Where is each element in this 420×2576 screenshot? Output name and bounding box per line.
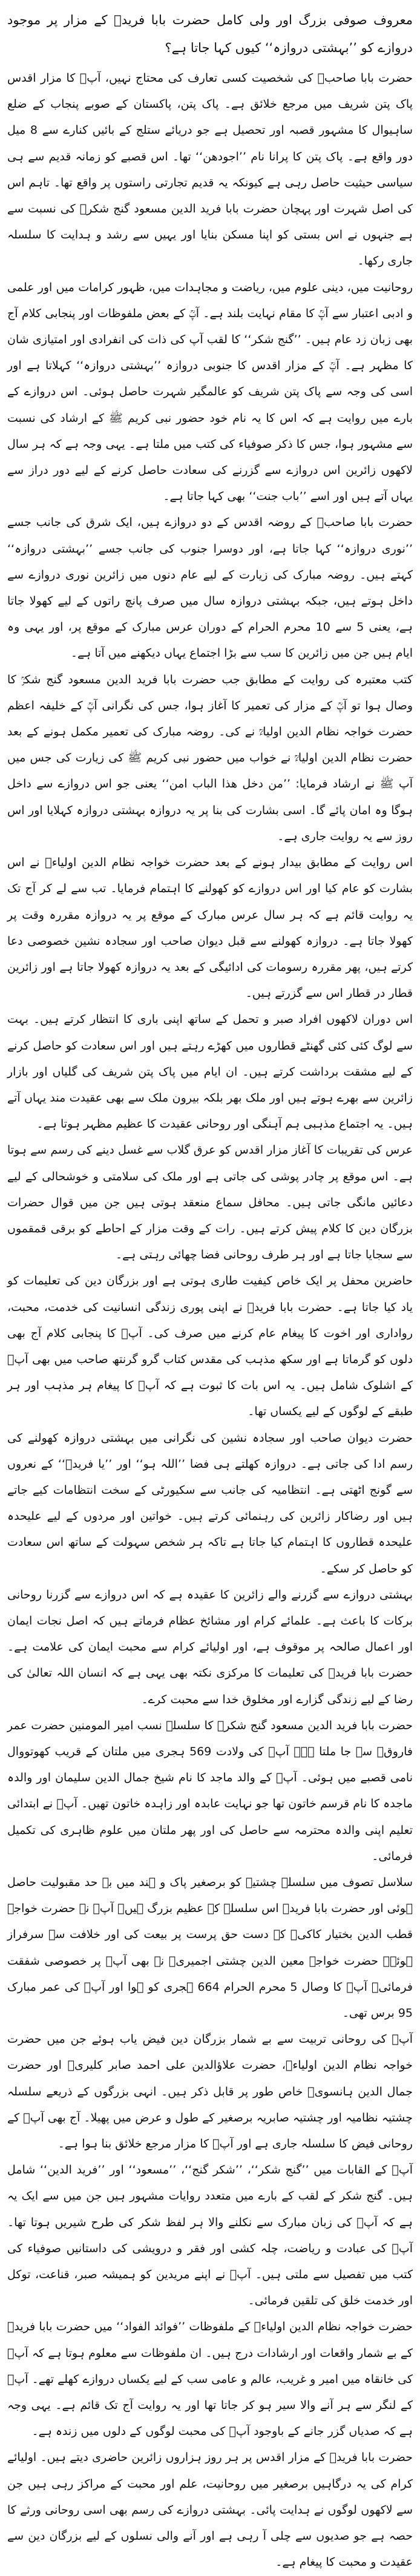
- paragraph: آپؒ کے القابات میں ’’گنج شکر‘‘، ’’شکر گنج‘‘، ’’مسعود‘‘ اور ’’فرید الدین‘‘ شامل ہیں۔ گنج شکر کے لقب کے بارے میں متعدد روایات مشہور ہیں جن میں سے ایک یہ ہے کہ آپؒ کی زبان مبارک سے نکلنے والا ہر لفظ شکر کی طرح شیریں ہوتا تھا۔ آپؒ کی عبادت و ریاضت، چلہ کشی اور فقر و درویشی کی داستانیں صوفیاء کی کتب میں تفصیل سے ملتی ہیں۔ آپؒ نے اپنے مریدین کو ہمیشہ صبر، قناعت، توکل اور خدمت خلق کی تلقین فرمائی۔: [7, 2163, 413, 2308]
- paragraph: اس دوران لاکھوں افراد صبر و تحمل کے ساتھ اپنی باری کا انتظار کرتے ہیں۔ بہت سے لوگ کئی کئی گھنٹے قطاروں میں کھڑے رہتے ہیں اور اس سعادت کو حاصل کرنے کے لیے مشقت برداشت کرتے ہیں۔ ان ایام میں پاک پتن شریف کی گلیاں اور بازار زائرین سے بھرے ہوتے ہیں اور ملک بھر بلکہ بیرون ملک سے بھی عقیدت مند یہاں آتے ہیں۔ یہ اجتماع مذہبی ہم آہنگی اور روحانی عقیدت کا عظیم مظہر ہوتا ہے۔: [7, 1013, 413, 1131]
- paragraph: کتب معتبرہ کی روایت کے مطابق جب حضرت بابا فرید الدین مسعود گنج شکرؒ کا وصال ہوا تو آپؒ کے مزار کی تعمیر کا آغاز ہوا، جس کی نگرانی آپؒ کے خلیفہ اعظم حضرت خواجہ نظام الدین اولیاءؒ نے کی۔ روضہ مبارک کی تعمیر مکمل ہونے کے بعد حضرت نظام الدین اولیاءؒ نے خواب میں حضور نبی کریم ﷺ کی زیارت کی جس میں آپ ﷺ نے ارشاد فرمایا: ’’من دخل هذا الباب امن‘‘ یعنی جو اس دروازے سے داخل ہوگا وہ امان پائے گا۔ اسی بشارت کی بنا پر یہ دروازہ بہشتی دروازہ کہلایا اور اس روز سے یہ روایت جاری ہے۔: [7, 672, 413, 843]
- paragraph: سلاسل تصوف میں سلسلہ چشتیہ کو برصغیر پاک و ہند میں بے حد مقبولیت حاصل ہوئی اور حضرت بابا فریدؒ اس سلسلے کے عظیم بزرگ ہیں۔ آپؒ نے حضرت خواجہ قطب الدین بختیار کاکیؒ کے دست حق پرست پر بیعت کی اور خلافت سے سرفراز ہوئے۔ حضرت خواجہ معین الدین چشتی اجمیریؒ نے بھی آپؒ پر خصوصی شفقت فرمائی۔ آپؒ کا وصال 5 محرم الحرام 664 ہجری کو ہوا اور آپؒ کی عمر مبارک 95 برس تھی۔: [7, 1876, 413, 2020]
- paragraph: حضرت بابا صاحبؒ کی شخصیت کسی تعارف کی محتاج نہیں، آپؒ کا مزار اقدس پاک پتن شریف میں مرجع خلائق ہے۔ پاک پتن، پاکستان کے صوبے پنجاب کے ضلع ساہیوال کا مشہور قصبہ اور تحصیل ہے جو دریائے ستلج کے بائیں کنارے سے 8 میل دور واقع ہے۔ پاک پتن کا پرانا نام ’’اجودھن‘‘ تھا۔ اس قصبے کو زمانہ قدیم سے ہی سیاسی حیثیت حاصل رہی ہے کیونکہ یہ قدیم تجارتی راستوں پر واقع تھا۔ تاہم اس کی اصل شہرت اور پہچان حضرت بابا فرید الدین مسعود گنج شکرؒ کی نسبت سے ہے جنہوں نے اس بستی کو اپنا مسکن بنایا اور یہیں سے رشد و ہدایت کا سلسلہ جاری رکھا۔: [7, 71, 413, 268]
- paragraph: حضرت بابا فریدؒ کے مزار اقدس پر ہر روز ہزاروں زائرین حاضری دیتے ہیں۔ اولیائے کرام کی یہ درگاہیں برصغیر میں روحانیت، علم اور محبت کے مراکز رہی ہیں جن سے لاکھوں لوگوں نے ہدایت پائی۔ بہشتی دروازے کی رسم بھی اسی روحانی ورثے کا حصہ ہے جو صدیوں سے چلی آ رہی ہے اور آنے والی نسلوں کے لیے بزرگان دین سے عقیدت و محبت کا پیغام ہے۔: [7, 2451, 413, 2569]
- paragraph: حاضرین محفل پر ایک خاص کیفیت طاری ہوتی ہے اور بزرگان دین کی تعلیمات کو یاد کیا جاتا ہے۔ حضرت بابا فریدؒ نے اپنی پوری زندگی انسانیت کی خدمت، محبت، رواداری اور اخوت کا پیغام عام کرنے میں صرف کی۔ آپؒ کا پنجابی کلام آج بھی دلوں کو گرماتا ہے اور سکھ مذہب کی مقدس کتاب گرو گرنتھ صاحب میں بھی آپؒ کے اشلوک شامل ہیں۔ یہ اس بات کا ثبوت ہے کہ آپؒ کا پیغام ہر مذہب اور ہر طبقے کے لوگوں کے لیے یکساں تھا۔: [7, 1274, 413, 1419]
- article-body: [7, 65, 413, 2576]
- article-heading: معروف صوفی بزرگ اور ولی کامل حضرت بابا فریدؒ کے مزار پر موجود دروازے کو ’’بہشتی دروازہ‘‘ کیوں کہا جاتا ہے؟: [7, 13, 413, 55]
- paragraph: حضرت بابا صاحبؒ کے روضہ اقدس کے دو دروازے ہیں، ایک شرق کی جانب جسے ’’نوری دروازہ‘‘ کہا جاتا ہے، اور دوسرا جنوب کی جانب جسے ’’بہشتی دروازہ‘‘ کہتے ہیں۔ روضہ مبارک کی زیارت کے لیے عام دنوں میں زائرین نوری دروازے سے داخل ہوتے ہیں، جبکہ بہشتی دروازہ سال میں صرف پانچ راتوں کے لیے کھولا جاتا ہے، یعنی 5 سے 10 محرم الحرام کے دوران عرس مبارک کے موقع پر، اور یہی وہ ایام ہیں جن میں زائرین کا سب سے بڑا اجتماع یہاں دیکھنے میں آتا ہے۔: [7, 516, 413, 660]
- paragraph: اس روایت کے مطابق بیدار ہونے کے بعد حضرت خواجہ نظام الدین اولیاءؒ نے اس بشارت کو عام کیا اور اس دروازے کو کھولنے کا اہتمام فرمایا۔ تب سے لے کر آج تک یہ روایت قائم ہے کہ ہر سال عرس مبارک کے موقع پر یہ دروازہ مقررہ وقت پر کھولا جاتا ہے۔ دروازہ کھولنے سے قبل دیوان صاحب اور سجادہ نشین خصوصی دعا کرتے ہیں، پھر مقررہ رسومات کی ادائیگی کے بعد یہ دروازہ کھولا جاتا ہے اور زائرین قطار در قطار اس سے گزرتے ہیں۔: [7, 856, 413, 1000]
- paragraph: حضرت دیوان صاحب اور سجادہ نشین کی نگرانی میں بہشتی دروازہ کھولنے کی رسم ادا کی جاتی ہے۔ دروازہ کھلتے ہی فضا ’’اللہ ہو‘‘ اور ’’یا فریدؒ‘‘ کے نعروں سے گونج اٹھتی ہے۔ انتظامیہ کی جانب سے سکیورٹی کے سخت انتظامات کیے جاتے ہیں اور رضاکار زائرین کی رہنمائی کرتے ہیں۔ خواتین اور مردوں کے لیے علیحدہ علیحدہ قطاروں کا اہتمام کیا جاتا ہے تاکہ ہر شخص سہولت کے ساتھ اس سعادت کو حاصل کر سکے۔: [7, 1431, 413, 1576]
- paragraph: آپؒ کی روحانی تربیت سے بے شمار بزرگان دین فیض یاب ہوئے جن میں حضرت خواجہ نظام الدین اولیاءؒ، حضرت علاؤالدین علی احمد صابر کلیریؒ اور حضرت جمال الدین ہانسویؒ خاص طور پر قابل ذکر ہیں۔ انہی بزرگوں کے ذریعے سلسلہ چشتیہ نظامیہ اور چشتیہ صابریہ برصغیر کے طول و عرض میں پھیلا۔ آج بھی آپؒ کے روحانی فیض کا سلسلہ جاری ہے اور آپؒ کا مزار مرجع خلائق بنا ہوا ہے۔: [7, 2032, 413, 2151]
- paragraph: روحانیت میں، دینی علوم میں، ریاضت و مجاہدات میں، ظہور کرامات میں اور علمی و ادبی اعتبار سے آپؒ کا مقام نہایت بلند ہے۔ آپؒ کے بعض ملفوظات اور پنجابی کلام آج بھی زبان زد عام ہیں۔ ’’گنج شکر‘‘ کا لقب آپ کی ذات کی انفرادی اور امتیازی شان کا مظہر ہے۔ آپؒ کے مزار اقدس کا جنوبی دروازہ ’’بہشتی دروازہ‘‘ کہلاتا ہے اور اسی کی وجہ سے پاک پتن شریف کو عالمگیر شہرت حاصل ہوئی۔ اس دروازے کے بارے میں روایت ہے کہ اس کا یہ نام خود حضور نبی کریم ﷺ کے ارشاد کی نسبت سے مشہور ہوا، جس کا ذکر صوفیاء کی کتب میں ملتا ہے۔ یہی وجہ ہے کہ ہر سال لاکھوں زائرین اس دروازے سے گزرنے کی سعادت حاصل کرنے کے لیے دور دراز سے یہاں آتے ہیں اور اسے ’’باب جنت‘‘ بھی کہا جاتا ہے۔: [7, 280, 413, 504]
- paragraph: حضرت خواجہ نظام الدین اولیاءؒ کے ملفوظات ’’فوائد الفواد‘‘ میں حضرت بابا فریدؒ کے بے شمار واقعات اور ارشادات درج ہیں۔ ان ملفوظات سے معلوم ہوتا ہے کہ آپؒ کی خانقاہ میں امیر و غریب، عالم و عامی سب کے لیے یکساں دروازے کھلے تھے۔ آپؒ کے لنگر سے ہر آنے والا سیر ہو کر جاتا تھا اور یہ روایت آج تک قائم ہے۔ یہی وجہ ہے کہ صدیاں گزر جانے کے باوجود آپؒ کی محبت لوگوں کے دلوں میں زندہ ہے۔: [7, 2320, 413, 2439]
- paragraph: عرس کی تقریبات کا آغاز مزار اقدس کو عرق گلاب سے غسل دینے کی رسم سے ہوتا ہے۔ اس موقع پر چادر پوشی کی جاتی ہے اور ملک کی سلامتی و خوشحالی کے لیے دعائیں مانگی جاتی ہیں۔ محافل سماع منعقد ہوتی ہیں جن میں قوال حضرات بزرگان دین کا کلام پیش کرتے ہیں۔ رات کے وقت مزار کے احاطے کو برقی قمقموں سے سجایا جاتا ہے اور ہر طرف روحانی فضا چھائی رہتی ہے۔: [7, 1143, 413, 1262]
- paragraph: حضرت بابا فرید الدین مسعود گنج شکرؒ کا سلسلہ نسب امیر المومنین حضرت عمر فاروقؓ سے جا ملتا ہے۔ آپؒ کی ولادت 569 ہجری میں ملتان کے قریب کھوتووال نامی قصبے میں ہوئی۔ آپؒ کے والد ماجد کا نام شیخ جمال الدین سلیمان اور والدہ ماجدہ کا نام قرسم خاتون تھا جو نہایت عابدہ اور زاہدہ خاتون تھیں۔ آپؒ نے ابتدائی تعلیم اپنی والدہ محترمہ سے حاصل کی اور پھر ملتان میں علوم ظاہری کی تکمیل فرمائی۔: [7, 1718, 413, 1863]
- paragraph: بہشتی دروازے سے گزرنے والے زائرین کا عقیدہ ہے کہ اس دروازے سے گزرنا روحانی برکات کا باعث ہے۔ علمائے کرام اور مشائخ عظام فرماتے ہیں کہ اصل نجات ایمان اور اعمال صالحہ پر موقوف ہے، اور اولیائے کرام سے محبت ایمان کی علامت ہے۔ حضرت بابا فریدؒ کی تعلیمات کا مرکزی نکتہ بھی یہی ہے کہ انسان اللہ تعالیٰ کی رضا کے لیے زندگی گزارے اور مخلوق خدا سے محبت کرے۔: [7, 1588, 413, 1706]
